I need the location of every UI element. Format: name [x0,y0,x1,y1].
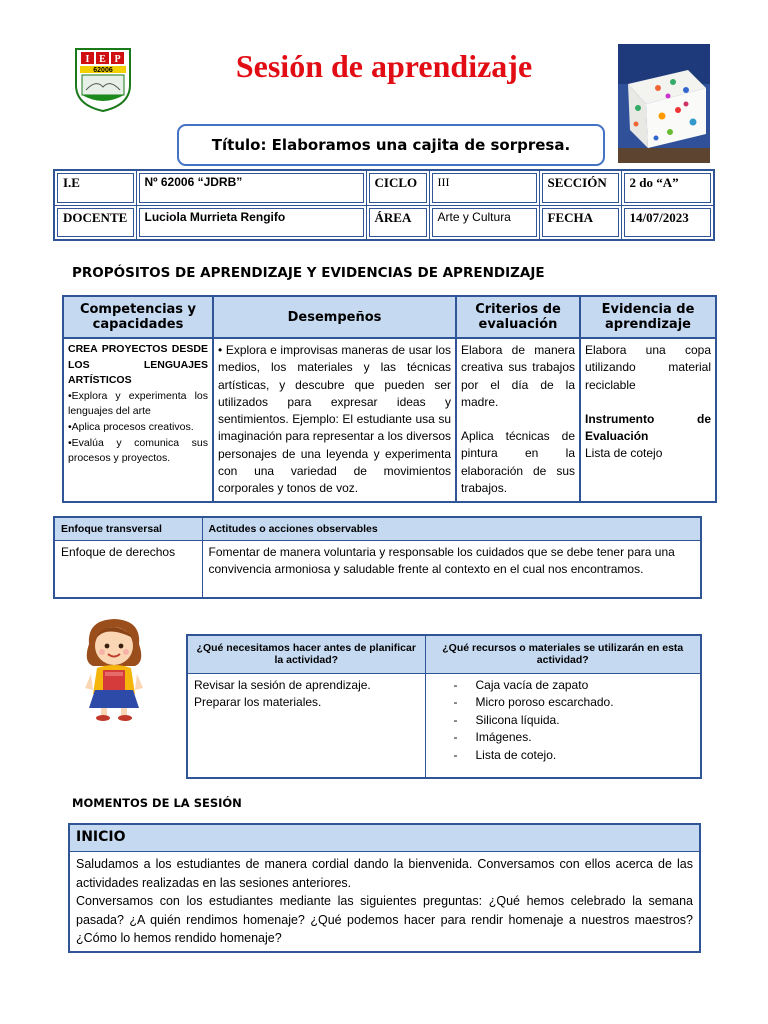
actitudes-value: Fomentar de manera voluntaria y responsable los cuidados que se debe tener para una convivencia armoniosa y saludable frente al contexto en el cual nos encontramos. [202,540,701,598]
criterio-2: Aplica técnicas de pintura en la elaboración de sus trabajos. [461,429,575,496]
header-criterios: Criterios de evaluación [456,296,580,338]
preparacion-table [186,634,702,779]
recurso-item: - Lista de cotejo. [432,747,695,765]
enfoque-value: Enfoque de derechos [54,540,202,598]
criterio-1: Elabora de manera creativa sus trabajos por el día de la madre. [461,343,575,409]
svg-text:62006: 62006 [93,67,113,74]
inicio-section [68,823,701,953]
fecha-value: 14/07/2023 [621,205,714,240]
ie-value: Nº 62006 “JDRB” [136,170,366,205]
ie-label: I.E [54,170,136,205]
momentos-heading: MOMENTOS DE LA SESIÓN [72,796,242,810]
header-evidencia: Evidencia de aprendizaje [580,296,716,338]
propositos-heading: PROPÓSITOS DE APRENDIZAJE Y EVIDENCIAS DE APRENDIZAJE [72,265,545,281]
seccion-value: 2 do “A” [621,170,714,205]
recurso-item: - Caja vacía de zapato [432,677,695,695]
svg-text:E: E [99,54,106,65]
instrumento-label: Instrumento de Evaluación [585,411,711,444]
recurso-item: - Silicona líquida. [432,712,695,730]
header-competencias: Competencias y capacidades [63,296,213,338]
header-antes: ¿Qué necesitamos hacer antes de planificar la actividad? [187,635,425,673]
inicio-paragraph-2: Conversamos con los estudiantes mediante las siguientes preguntas: ¿Qué hemos celebrado la semana pasada? ¿A quién rendimos homenaje? ¿Qué podemos hacer para rendir homenaje a nuestros maestros? ¿Cómo lo hemos rendido homenaje? [76,894,693,945]
capacidad-item: •Evalúa y comunica sus procesos y proyectos. [68,436,208,465]
svg-text:I: I [85,54,90,65]
area-value: Arte y Cultura [429,205,539,240]
recursos-cell [425,673,701,778]
girl-illustration [75,614,153,722]
docente-value: Luciola Murrieta Rengifo [136,205,366,240]
recursos-list [432,677,695,765]
header-enfoque: Enfoque transversal [54,517,202,540]
surprise-box-photo [618,44,710,163]
inicio-paragraph-1: Saludamos a los estudiantes de manera cordial dando la bienvenida. Conversamos con ellos acerca de las actividades realizadas en las sesiones anteriores. [76,857,693,890]
ciclo-value: III [429,170,539,205]
instrumento-value: Lista de cotejo [585,446,663,461]
inicio-title: INICIO [70,825,699,852]
lesson-title: Título: Elaboramos una cajita de sorpresa. [177,124,605,166]
enfoque-table [53,516,702,599]
antes-item: Preparar los materiales. [194,695,322,709]
recurso-item: - Imágenes. [432,729,695,747]
header-actitudes: Actitudes o acciones observables [202,517,701,540]
competencias-cell [63,338,213,502]
svg-text:P: P [114,54,121,65]
antes-cell [187,673,425,778]
recurso-item: - Micro poroso escarchado. [432,694,695,712]
capacidad-item: •Aplica procesos creativos. [68,420,194,433]
ciclo-label: CICLO [366,170,429,205]
area-label: ÁREA [366,205,429,240]
inicio-body [70,852,699,951]
header-desempenos: Desempeños [213,296,456,338]
fecha-label: FECHA [539,205,621,240]
evidencia-text: Elabora una copa utilizando material reciclable [585,343,711,392]
header-recursos: ¿Qué recursos o materiales se utilizarán en esta actividad? [425,635,701,673]
docente-label: DOCENTE [54,205,136,240]
antes-item: Revisar la sesión de aprendizaje. [194,677,371,692]
capacidad-item: •Explora y experimenta los lenguajes del arte [68,389,208,418]
desempeno-cell: • Explora e improvisas maneras de usar los medios, los materiales y las técnicas artísticas, y descubre que pueden ser utilizados para expresar ideas y sentimientos. Ejemplo: El estudiante usa su imaginación para representar a los diversos personajes de una leyenda y experimenta con una variedad de movimientos corporales y tonos de voz. [213,338,456,502]
evidencia-cell [580,338,716,502]
page-title: Sesión de aprendizaje [235,48,533,84]
competencia-title: CREA PROYECTOS DESDE LOS LENGUAJES ARTÍSTICOS [68,343,208,387]
criterios-cell [456,338,580,502]
seccion-label: SECCIÓN [539,170,621,205]
propositos-table [62,295,717,503]
info-table [53,169,715,241]
